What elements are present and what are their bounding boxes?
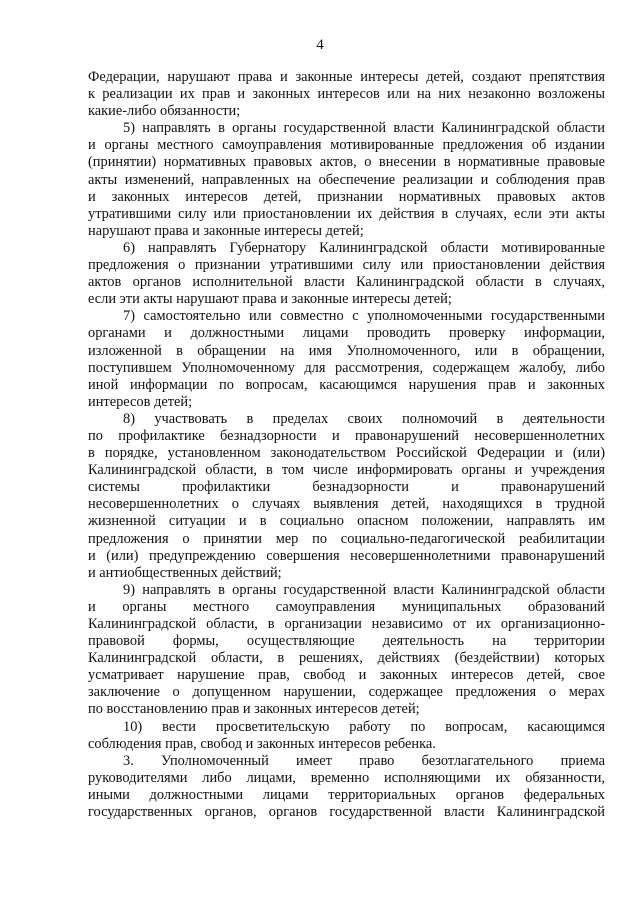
text-line: Федерации, нарушают права и законные интересы детей, создают препятствия <box>88 69 605 85</box>
text-line: по восстановлению прав и законных интересов детей; <box>88 701 420 718</box>
text-line: Калининградской области, в решениях, действиях (бездействии) которых <box>88 650 605 667</box>
text-line: системы профилактики безнадзорности и правонарушений <box>88 479 605 496</box>
page-number: 4 <box>316 37 324 53</box>
text-line: Калининградской области, в организации независимо от их организационно- <box>88 616 605 632</box>
text-line: какие-либо обязанности; <box>88 103 241 120</box>
text-line: 8) участвовать в пределах своих полномочий в деятельности <box>123 410 605 427</box>
text-line: несовершеннолетних о случаях выявления детей, находящихся в трудной <box>88 496 605 513</box>
text-line: (принятии) нормативных правовых актов, о внесении в нормативные правовые <box>88 154 605 171</box>
text-line: заключение о допущенном нарушении, содержащее предложения о мерах <box>88 684 605 701</box>
text-line: руководителями либо лицами, временно исполняющими их обязанности, <box>88 769 605 786</box>
text-line: акты изменений, направленных на обеспечение реализации и соблюдения прав <box>88 171 605 188</box>
text-line: если эти акты нарушают права и законные интересы детей; <box>88 291 452 308</box>
text-line: 7) самостоятельно или совместно с уполномоченными государственными <box>123 308 605 325</box>
text-line: интересов детей; <box>88 393 193 410</box>
text-line: иными должностными лицами территориальных органов федеральных <box>88 786 605 803</box>
text-line: к реализации их прав и законных интересов или на них незаконно возложены <box>88 86 605 103</box>
text-line: Калининградской области, в том числе информировать органы и учреждения <box>88 462 605 479</box>
text-line: и органы местного самоуправления мотивированные предложения об издании <box>88 137 605 154</box>
text-line: и законных интересов детей, признании нормативных правовых актов <box>88 188 605 205</box>
text-line: 9) направлять в органы государственной власти Калининградской области <box>123 581 605 598</box>
text-line: соблюдения прав, свобод и законных интересов ребенка. <box>88 735 436 752</box>
text-line: в порядке, установленном законодательством Российской Федерации и (или) <box>88 445 605 462</box>
text-line: по профилактике безнадзорности и правонарушений несовершеннолетних <box>88 427 605 444</box>
text-line: государственных органов, органов государственной власти Калининградской <box>88 804 605 821</box>
text-line: изложенной в обращении на имя Уполномоченного, или в обращении, <box>88 342 605 359</box>
text-line: актов органов исполнительной власти Калининградской области в случаях, <box>88 274 605 291</box>
text-line: и (или) предупреждению совершения несовершеннолетними правонарушений <box>88 547 605 564</box>
text-line: 6) направлять Губернатору Калининградской области мотивированные <box>123 239 605 256</box>
text-line: правовой формы, осуществляющие деятельность на территории <box>88 633 605 650</box>
text-line: 3. Уполномоченный имеет право безотлагательного приема <box>123 752 605 769</box>
text-line: жизненной ситуации и в социально опасном положении, направлять им <box>88 513 605 530</box>
text-line: и органы местного самоуправления муниципальных образований <box>88 598 605 615</box>
text-line: поступившем Уполномоченному для рассмотрения, содержащем жалобу, либо <box>88 359 605 376</box>
text-line: 10) вести просветительскую работу по вопросам, касающимся <box>123 718 605 735</box>
text-line: предложения о принятии мер по социально-педагогической реабилитации <box>88 530 605 547</box>
text-line: утратившими силу или приостановлении их действия в случаях, если эти акты <box>88 205 605 222</box>
text-line: предложения о признании утратившими силу или приостановлении действия <box>88 257 605 274</box>
document-body <box>88 69 605 821</box>
text-line: нарушают права и законные интересы детей; <box>88 222 364 239</box>
text-line: 5) направлять в органы государственной власти Калининградской области <box>123 120 605 137</box>
text-line: иной информации по вопросам, касающимся нарушения прав и законных <box>88 376 605 393</box>
text-line: усматривает нарушение прав, свобод и законных интересов детей, свое <box>88 667 605 684</box>
text-line: органами и должностными лицами проводить проверку информации, <box>88 325 605 342</box>
text-line: и антиобщественных действий; <box>88 564 282 581</box>
